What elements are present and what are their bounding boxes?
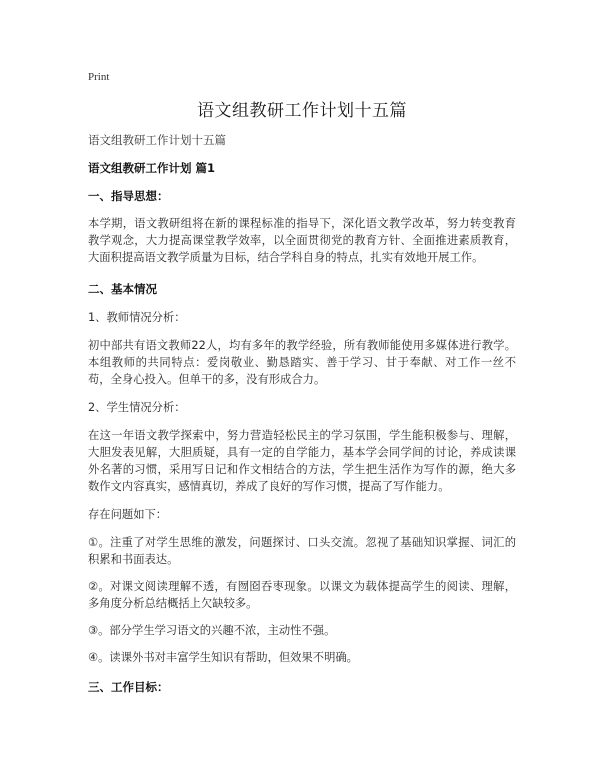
section-heading-basic-situation: 二、基本情况: [88, 282, 157, 296]
problem-item-4: ④。读课外书对丰富学生知识有帮助，但效果不明确。: [88, 651, 358, 664]
section-heading-guiding-thought: 一、指导思想：: [88, 189, 169, 203]
teacher-analysis-paragraph: 初中部共有语文教师22人，均有多年的教学经验，所有教师能使用多媒体进行教学。本组教师的共同特点：爱岗敬业、勤恳踏实、善于学习、甘于奉献、对工作一丝不苟，全身心投入。但单干的多，没有形成合力。: [88, 339, 516, 386]
article-heading: 语文组教研工作计划 篇1: [88, 161, 216, 175]
problem-item-1: ①。注重了对学生思维的激发，问题探讨、口头交流。忽视了基础知识掌握、词汇的积累和书面表达。: [88, 536, 516, 566]
student-analysis-paragraph: 在这一年语文教学探索中，努力营造轻松民主的学习氛围，学生能积极参与、理解，大胆发表见解，大胆质疑，具有一定的自学能力，基本学会同学间的讨论，养成读课外名著的习惯，采用写日记和作文相结合的方法，学生把生活作为写作的源，绝大多数作文内容真实，感情真切，养成了良好的写作习惯，提高了写作能力。: [88, 429, 516, 493]
problem-item-2: ②。对课文阅读理解不透，有囫囵吞枣现象。以课文为载体提高学生的阅读、理解，多角度分析总结概括上欠缺较多。: [88, 580, 516, 610]
student-analysis-label: 2、学生情况分析：: [88, 401, 186, 414]
teacher-analysis-label: 1、教师情况分析：: [88, 311, 186, 324]
guiding-thought-paragraph: 本学期，语文教研组将在新的课程标准的指导下，深化语文教学改革，努力转变教育教学观念，大力提高课堂教学效率，以全面贯彻党的教育方针、全面推进素质教育，大面积提高语文教学质量为目标，结合学科自身的特点，扎实有效地开展工作。: [88, 217, 516, 264]
problems-label: 存在问题如下：: [88, 508, 168, 521]
problem-item-3: ③。部分学生学习语文的兴趣不浓，主动性不强。: [88, 624, 336, 637]
print-label: Print: [88, 71, 110, 83]
document-title: 语文组教研工作计划十五篇: [197, 101, 407, 121]
document-subtitle: 语文组教研工作计划十五篇: [88, 133, 226, 147]
document-page: [88, 68, 516, 696]
section-heading-work-goals: 三、工作目标：: [88, 680, 169, 694]
